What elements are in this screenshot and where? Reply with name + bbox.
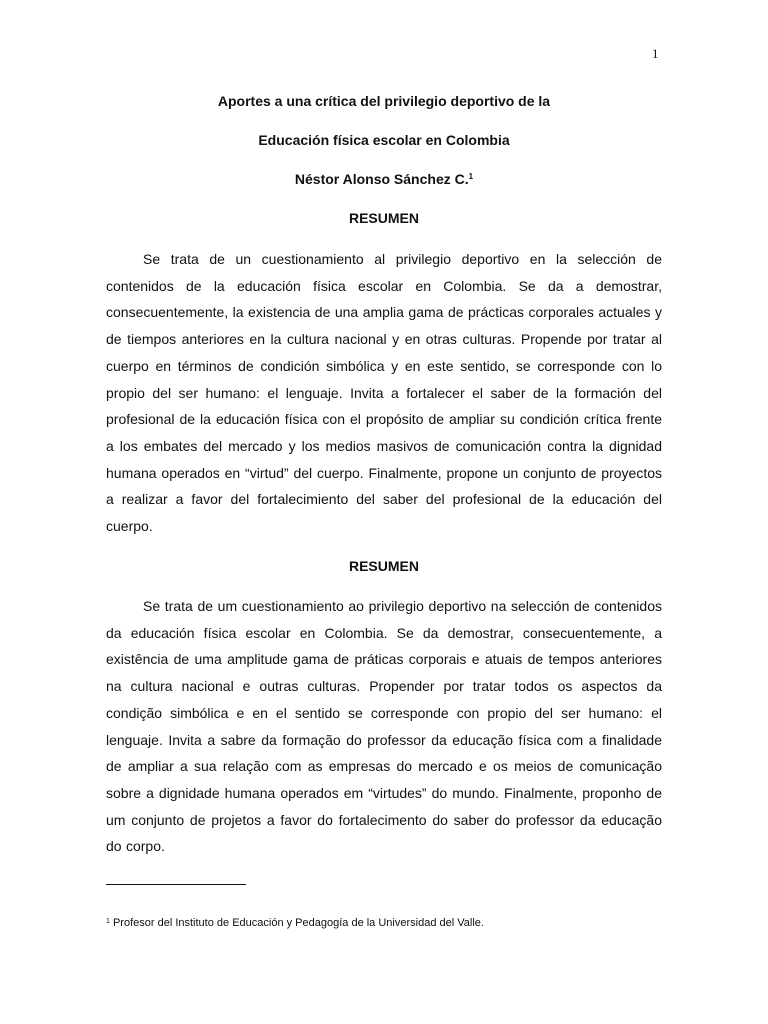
author-footnote-ref[interactable]: 1	[468, 172, 474, 181]
abstract-pt-heading: RESUMEN	[348, 558, 419, 574]
abstract-es-heading: RESUMEN	[348, 210, 419, 226]
author-line	[106, 170, 662, 188]
footnote-separator	[106, 884, 246, 885]
abstract-pt-text: Se trata de um cuestionamiento ao privilegio deportivo na selección de contenidos da educación física escolar en Colombia. Se da demostrar, consecuentemente, a existência de uma amplitude gama de práticas corporais e atuais de tempos anteriores na cultura nacional e outras culturas. Propender por tratar todos os aspectos da condição simbólica e en el sentido se corresponde con propio del ser humano: el lenguaje. Invita a sabre da formação do professor da educação física com a finalidade de ampliar a sua relação com as empresas do mercado e os meios de comunicação sobre a dignidade humana operados em “virtudes” do mundo. Finalmente, proponho de um conjunto de projetos a favor do fortalecimento do saber do professor da educação do corpo.	[106, 598, 662, 855]
footnote-marker: 1	[106, 918, 110, 925]
footnote-text: Profesor del Instituto de Educación y Pedagogía de la Universidad del Valle.	[109, 917, 484, 929]
title-line-1: Aportes a una crítica del privilegio deportivo de la	[217, 93, 551, 109]
page-number: 1	[652, 46, 659, 61]
title-line-2: Educación física escolar en Colombia	[258, 132, 510, 148]
footnote	[106, 916, 662, 930]
abstract-es-text: Se trata de un cuestionamiento al privilegio deportivo en la selección de contenidos de la educación física escolar en Colombia. Se da a demostrar, consecuentemente, la existencia de una amplia gama de prácticas corporales actuales y de tiempos anteriores en la cultura nacional y en otras culturas. Propende por tratar al cuerpo en términos de condición simbólica y en este sentido, se corresponde con lo propio del ser humano: el lenguaje. Invita a fortalecer el saber de la formación del profesional de la educación física con el propósito de ampliar su condición crítica frente a los embates del mercado y los medios masivos de comunicación contra la dignidad humana operados en “virtud” del cuerpo. Finalmente, propone un conjunto de proyectos a realizar a favor del fortalecimiento del saber del profesional de la educación del cuerpo.	[106, 251, 662, 535]
author-name: Néstor Alonso Sánchez C.	[294, 171, 469, 187]
